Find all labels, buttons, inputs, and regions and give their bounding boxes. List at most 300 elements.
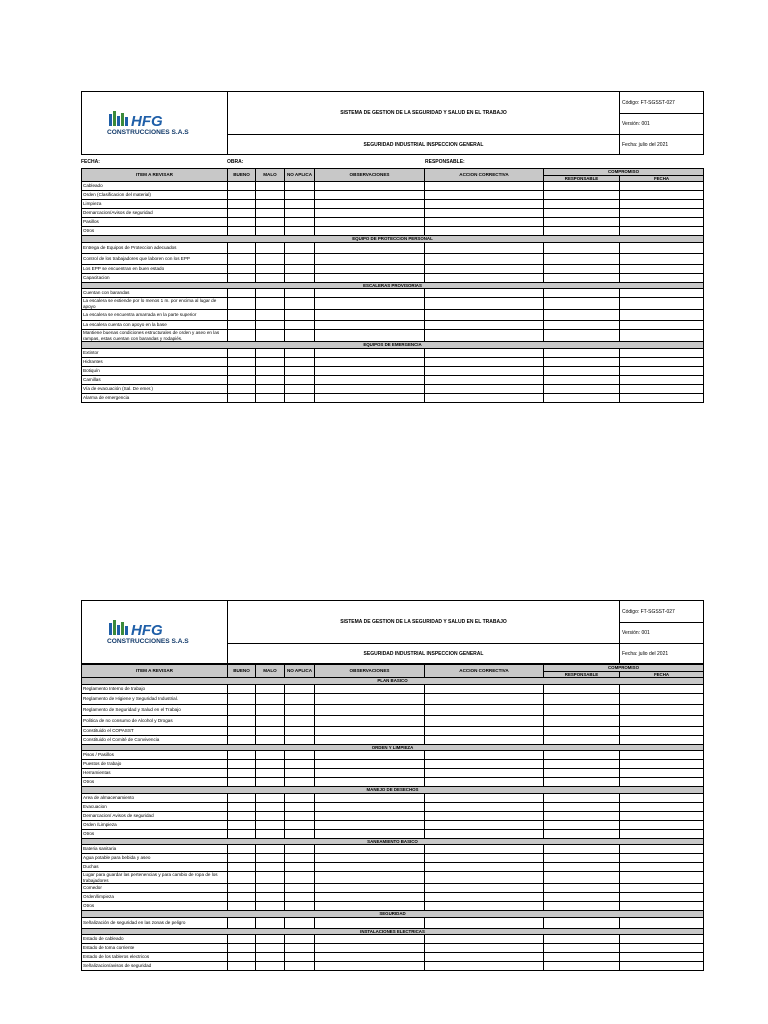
accion-correctiva-cell[interactable] [425,227,544,236]
no-aplica-cell[interactable] [285,778,315,787]
bueno-cell[interactable] [228,384,256,393]
observaciones-cell[interactable] [315,962,425,971]
no-aplica-cell[interactable] [285,802,315,811]
bueno-cell[interactable] [228,726,256,735]
no-aplica-cell[interactable] [285,393,315,402]
observaciones-cell[interactable] [315,375,425,384]
no-aplica-cell[interactable] [285,917,315,928]
observaciones-cell[interactable] [315,321,425,330]
bueno-cell[interactable] [228,845,256,854]
accion-correctiva-cell[interactable] [425,209,544,218]
fecha-cell[interactable] [620,704,704,715]
responsable-cell[interactable] [544,751,620,760]
accion-correctiva-cell[interactable] [425,321,544,330]
accion-correctiva-cell[interactable] [425,715,544,726]
bueno-cell[interactable] [228,289,256,298]
bueno-cell[interactable] [228,953,256,962]
bueno-cell[interactable] [228,191,256,200]
fecha-cell[interactable] [620,715,704,726]
responsable-cell[interactable] [544,393,620,402]
responsable-cell[interactable] [544,902,620,911]
no-aplica-cell[interactable] [285,289,315,298]
accion-correctiva-cell[interactable] [425,273,544,282]
responsable-cell[interactable] [544,366,620,375]
accion-correctiva-cell[interactable] [425,902,544,911]
accion-correctiva-cell[interactable] [425,863,544,872]
responsable-cell[interactable] [544,191,620,200]
observaciones-cell[interactable] [315,273,425,282]
no-aplica-cell[interactable] [285,191,315,200]
responsable-cell[interactable] [544,820,620,829]
no-aplica-cell[interactable] [285,375,315,384]
observaciones-cell[interactable] [315,298,425,310]
fecha-cell[interactable] [620,348,704,357]
malo-cell[interactable] [256,760,285,769]
fecha-cell[interactable] [620,366,704,375]
no-aplica-cell[interactable] [285,348,315,357]
malo-cell[interactable] [256,935,285,944]
observaciones-cell[interactable] [315,182,425,191]
observaciones-cell[interactable] [315,854,425,863]
observaciones-cell[interactable] [315,845,425,854]
fecha-cell[interactable] [620,310,704,321]
no-aplica-cell[interactable] [285,820,315,829]
observaciones-cell[interactable] [315,820,425,829]
bueno-cell[interactable] [228,393,256,402]
no-aplica-cell[interactable] [285,218,315,227]
no-aplica-cell[interactable] [285,384,315,393]
accion-correctiva-cell[interactable] [425,684,544,693]
responsable-cell[interactable] [544,944,620,953]
malo-cell[interactable] [256,962,285,971]
fecha-cell[interactable] [620,884,704,893]
observaciones-cell[interactable] [315,357,425,366]
bueno-cell[interactable] [228,704,256,715]
bueno-cell[interactable] [228,735,256,744]
malo-cell[interactable] [256,863,285,872]
no-aplica-cell[interactable] [285,182,315,191]
fecha-cell[interactable] [620,845,704,854]
no-aplica-cell[interactable] [285,330,315,342]
no-aplica-cell[interactable] [285,751,315,760]
fecha-cell[interactable] [620,751,704,760]
fecha-cell[interactable] [620,863,704,872]
responsable-cell[interactable] [544,384,620,393]
no-aplica-cell[interactable] [285,366,315,375]
accion-correctiva-cell[interactable] [425,366,544,375]
observaciones-cell[interactable] [315,760,425,769]
fecha-cell[interactable] [620,872,704,884]
bueno-cell[interactable] [228,893,256,902]
malo-cell[interactable] [256,393,285,402]
fecha-cell[interactable] [620,242,704,253]
bueno-cell[interactable] [228,684,256,693]
malo-cell[interactable] [256,273,285,282]
accion-correctiva-cell[interactable] [425,793,544,802]
no-aplica-cell[interactable] [285,735,315,744]
accion-correctiva-cell[interactable] [425,829,544,838]
fecha-cell[interactable] [620,693,704,704]
responsable-cell[interactable] [544,273,620,282]
fecha-cell[interactable] [620,726,704,735]
fecha-cell[interactable] [620,298,704,310]
accion-correctiva-cell[interactable] [425,760,544,769]
malo-cell[interactable] [256,944,285,953]
bueno-cell[interactable] [228,693,256,704]
fecha-cell[interactable] [620,289,704,298]
bueno-cell[interactable] [228,375,256,384]
responsable-cell[interactable] [544,704,620,715]
no-aplica-cell[interactable] [285,209,315,218]
responsable-cell[interactable] [544,726,620,735]
no-aplica-cell[interactable] [285,357,315,366]
observaciones-cell[interactable] [315,935,425,944]
fecha-cell[interactable] [620,962,704,971]
bueno-cell[interactable] [228,321,256,330]
fecha-cell[interactable] [620,935,704,944]
bueno-cell[interactable] [228,751,256,760]
malo-cell[interactable] [256,845,285,854]
malo-cell[interactable] [256,384,285,393]
fecha-cell[interactable] [620,760,704,769]
responsable-cell[interactable] [544,375,620,384]
observaciones-cell[interactable] [315,227,425,236]
bueno-cell[interactable] [228,348,256,357]
accion-correctiva-cell[interactable] [425,820,544,829]
responsable-cell[interactable] [544,200,620,209]
malo-cell[interactable] [256,200,285,209]
observaciones-cell[interactable] [315,811,425,820]
no-aplica-cell[interactable] [285,684,315,693]
fecha-cell[interactable] [620,218,704,227]
no-aplica-cell[interactable] [285,935,315,944]
responsable-cell[interactable] [544,310,620,321]
accion-correctiva-cell[interactable] [425,726,544,735]
accion-correctiva-cell[interactable] [425,182,544,191]
bueno-cell[interactable] [228,264,256,273]
observaciones-cell[interactable] [315,253,425,264]
fecha-cell[interactable] [620,829,704,838]
fecha-cell[interactable] [620,227,704,236]
observaciones-cell[interactable] [315,884,425,893]
responsable-cell[interactable] [544,893,620,902]
responsable-cell[interactable] [544,321,620,330]
accion-correctiva-cell[interactable] [425,200,544,209]
responsable-cell[interactable] [544,182,620,191]
no-aplica-cell[interactable] [285,893,315,902]
no-aplica-cell[interactable] [285,854,315,863]
no-aplica-cell[interactable] [285,704,315,715]
fecha-cell[interactable] [620,253,704,264]
observaciones-cell[interactable] [315,953,425,962]
accion-correctiva-cell[interactable] [425,769,544,778]
no-aplica-cell[interactable] [285,962,315,971]
responsable-cell[interactable] [544,289,620,298]
accion-correctiva-cell[interactable] [425,693,544,704]
observaciones-cell[interactable] [315,872,425,884]
bueno-cell[interactable] [228,227,256,236]
no-aplica-cell[interactable] [285,310,315,321]
observaciones-cell[interactable] [315,384,425,393]
observaciones-cell[interactable] [315,393,425,402]
observaciones-cell[interactable] [315,218,425,227]
observaciones-cell[interactable] [315,802,425,811]
observaciones-cell[interactable] [315,693,425,704]
no-aplica-cell[interactable] [285,726,315,735]
responsable-cell[interactable] [544,778,620,787]
responsable-cell[interactable] [544,845,620,854]
responsable-cell[interactable] [544,264,620,273]
accion-correctiva-cell[interactable] [425,348,544,357]
no-aplica-cell[interactable] [285,693,315,704]
responsable-cell[interactable] [544,854,620,863]
observaciones-cell[interactable] [315,893,425,902]
observaciones-cell[interactable] [315,289,425,298]
accion-correctiva-cell[interactable] [425,802,544,811]
no-aplica-cell[interactable] [285,845,315,854]
malo-cell[interactable] [256,357,285,366]
observaciones-cell[interactable] [315,704,425,715]
malo-cell[interactable] [256,375,285,384]
bueno-cell[interactable] [228,962,256,971]
bueno-cell[interactable] [228,778,256,787]
no-aplica-cell[interactable] [285,264,315,273]
accion-correctiva-cell[interactable] [425,289,544,298]
malo-cell[interactable] [256,829,285,838]
responsable-cell[interactable] [544,863,620,872]
fecha-cell[interactable] [620,330,704,342]
accion-correctiva-cell[interactable] [425,962,544,971]
responsable-cell[interactable] [544,953,620,962]
no-aplica-cell[interactable] [285,760,315,769]
accion-correctiva-cell[interactable] [425,375,544,384]
fecha-cell[interactable] [620,902,704,911]
observaciones-cell[interactable] [315,793,425,802]
observaciones-cell[interactable] [315,735,425,744]
accion-correctiva-cell[interactable] [425,893,544,902]
responsable-cell[interactable] [544,209,620,218]
malo-cell[interactable] [256,917,285,928]
fecha-cell[interactable] [620,769,704,778]
bueno-cell[interactable] [228,829,256,838]
accion-correctiva-cell[interactable] [425,917,544,928]
no-aplica-cell[interactable] [285,953,315,962]
fecha-cell[interactable] [620,684,704,693]
bueno-cell[interactable] [228,884,256,893]
bueno-cell[interactable] [228,793,256,802]
malo-cell[interactable] [256,726,285,735]
fecha-cell[interactable] [620,802,704,811]
responsable-cell[interactable] [544,357,620,366]
accion-correctiva-cell[interactable] [425,872,544,884]
bueno-cell[interactable] [228,298,256,310]
accion-correctiva-cell[interactable] [425,253,544,264]
accion-correctiva-cell[interactable] [425,778,544,787]
malo-cell[interactable] [256,893,285,902]
bueno-cell[interactable] [228,917,256,928]
responsable-cell[interactable] [544,227,620,236]
observaciones-cell[interactable] [315,902,425,911]
malo-cell[interactable] [256,811,285,820]
no-aplica-cell[interactable] [285,273,315,282]
responsable-cell[interactable] [544,769,620,778]
bueno-cell[interactable] [228,715,256,726]
responsable-cell[interactable] [544,253,620,264]
observaciones-cell[interactable] [315,242,425,253]
accion-correctiva-cell[interactable] [425,935,544,944]
responsable-cell[interactable] [544,760,620,769]
fecha-cell[interactable] [620,191,704,200]
responsable-cell[interactable] [544,715,620,726]
responsable-cell[interactable] [544,802,620,811]
responsable-cell[interactable] [544,793,620,802]
bueno-cell[interactable] [228,273,256,282]
malo-cell[interactable] [256,778,285,787]
responsable-cell[interactable] [544,242,620,253]
bueno-cell[interactable] [228,811,256,820]
accion-correctiva-cell[interactable] [425,845,544,854]
accion-correctiva-cell[interactable] [425,944,544,953]
bueno-cell[interactable] [228,310,256,321]
malo-cell[interactable] [256,704,285,715]
accion-correctiva-cell[interactable] [425,310,544,321]
no-aplica-cell[interactable] [285,872,315,884]
accion-correctiva-cell[interactable] [425,357,544,366]
observaciones-cell[interactable] [315,264,425,273]
bueno-cell[interactable] [228,182,256,191]
responsable-cell[interactable] [544,330,620,342]
bueno-cell[interactable] [228,902,256,911]
observaciones-cell[interactable] [315,944,425,953]
malo-cell[interactable] [256,802,285,811]
bueno-cell[interactable] [228,209,256,218]
observaciones-cell[interactable] [315,751,425,760]
observaciones-cell[interactable] [315,829,425,838]
malo-cell[interactable] [256,735,285,744]
bueno-cell[interactable] [228,935,256,944]
bueno-cell[interactable] [228,357,256,366]
fecha-cell[interactable] [620,182,704,191]
fecha-cell[interactable] [620,917,704,928]
no-aplica-cell[interactable] [285,902,315,911]
malo-cell[interactable] [256,310,285,321]
fecha-cell[interactable] [620,820,704,829]
malo-cell[interactable] [256,191,285,200]
no-aplica-cell[interactable] [285,298,315,310]
responsable-cell[interactable] [544,872,620,884]
accion-correctiva-cell[interactable] [425,735,544,744]
observaciones-cell[interactable] [315,715,425,726]
malo-cell[interactable] [256,693,285,704]
fecha-cell[interactable] [620,735,704,744]
accion-correctiva-cell[interactable] [425,298,544,310]
fecha-cell[interactable] [620,273,704,282]
bueno-cell[interactable] [228,200,256,209]
responsable-cell[interactable] [544,829,620,838]
responsable-cell[interactable] [544,917,620,928]
bueno-cell[interactable] [228,769,256,778]
bueno-cell[interactable] [228,872,256,884]
malo-cell[interactable] [256,264,285,273]
accion-correctiva-cell[interactable] [425,953,544,962]
fecha-cell[interactable] [620,321,704,330]
observaciones-cell[interactable] [315,366,425,375]
accion-correctiva-cell[interactable] [425,854,544,863]
malo-cell[interactable] [256,769,285,778]
malo-cell[interactable] [256,227,285,236]
observaciones-cell[interactable] [315,310,425,321]
responsable-cell[interactable] [544,935,620,944]
malo-cell[interactable] [256,884,285,893]
observaciones-cell[interactable] [315,200,425,209]
no-aplica-cell[interactable] [285,227,315,236]
responsable-cell[interactable] [544,693,620,704]
fecha-cell[interactable] [620,778,704,787]
no-aplica-cell[interactable] [285,242,315,253]
malo-cell[interactable] [256,793,285,802]
accion-correctiva-cell[interactable] [425,264,544,273]
fecha-cell[interactable] [620,893,704,902]
fecha-cell[interactable] [620,811,704,820]
accion-correctiva-cell[interactable] [425,384,544,393]
responsable-cell[interactable] [544,298,620,310]
observaciones-cell[interactable] [315,778,425,787]
bueno-cell[interactable] [228,802,256,811]
malo-cell[interactable] [256,751,285,760]
fecha-cell[interactable] [620,384,704,393]
no-aplica-cell[interactable] [285,884,315,893]
accion-correctiva-cell[interactable] [425,218,544,227]
responsable-cell[interactable] [544,884,620,893]
fecha-cell[interactable] [620,209,704,218]
observaciones-cell[interactable] [315,209,425,218]
accion-correctiva-cell[interactable] [425,751,544,760]
fecha-cell[interactable] [620,357,704,366]
malo-cell[interactable] [256,218,285,227]
malo-cell[interactable] [256,209,285,218]
fecha-cell[interactable] [620,375,704,384]
malo-cell[interactable] [256,289,285,298]
observaciones-cell[interactable] [315,684,425,693]
fecha-cell[interactable] [620,200,704,209]
malo-cell[interactable] [256,715,285,726]
bueno-cell[interactable] [228,218,256,227]
malo-cell[interactable] [256,820,285,829]
no-aplica-cell[interactable] [285,321,315,330]
responsable-cell[interactable] [544,348,620,357]
responsable-cell[interactable] [544,218,620,227]
no-aplica-cell[interactable] [285,863,315,872]
bueno-cell[interactable] [228,253,256,264]
responsable-cell[interactable] [544,735,620,744]
bueno-cell[interactable] [228,242,256,253]
responsable-cell[interactable] [544,811,620,820]
malo-cell[interactable] [256,330,285,342]
malo-cell[interactable] [256,902,285,911]
bueno-cell[interactable] [228,863,256,872]
no-aplica-cell[interactable] [285,200,315,209]
fecha-cell[interactable] [620,953,704,962]
malo-cell[interactable] [256,366,285,375]
bueno-cell[interactable] [228,820,256,829]
observaciones-cell[interactable] [315,348,425,357]
observaciones-cell[interactable] [315,191,425,200]
observaciones-cell[interactable] [315,726,425,735]
malo-cell[interactable] [256,953,285,962]
no-aplica-cell[interactable] [285,944,315,953]
observaciones-cell[interactable] [315,330,425,342]
responsable-cell[interactable] [544,962,620,971]
